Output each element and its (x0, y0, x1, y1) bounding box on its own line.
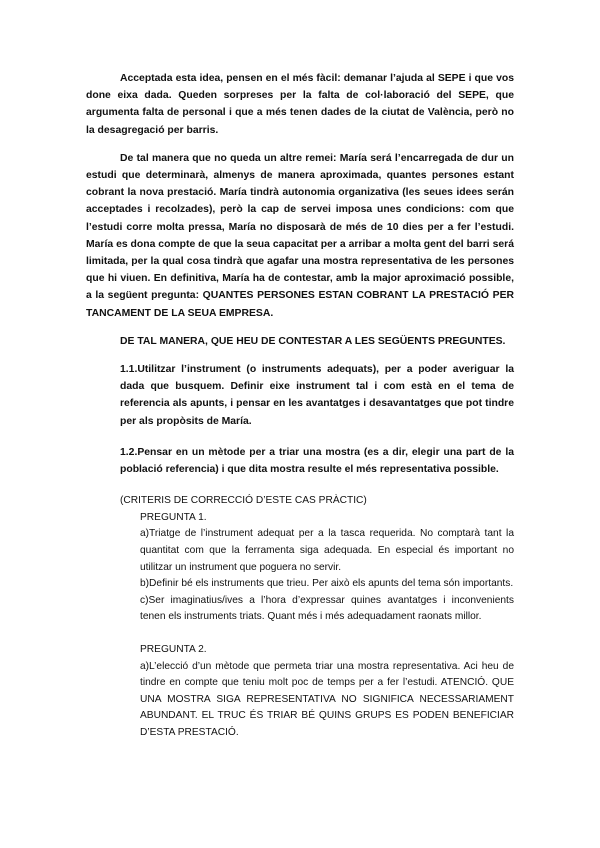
pregunta-1-b: b)Definir bé els instruments que trieu. Per això els apunts del tema són importants. (140, 578, 514, 590)
pregunta-1-title: PREGUNTA 1. (140, 511, 207, 523)
pregunta-1-a: a)Triatge de l’instrument adequat per a la tasca requerida. No comptarà tant la quantitat com que la ferramenta siga adequada. En especial és important no utilitzar un instrument que poguera no servir. (140, 528, 514, 573)
instruction-heading: DE TAL MANERA, QUE HEU DE CONTESTAR A LES SEGÜENTS PREGUNTES. (120, 335, 506, 347)
criteria-pregunta-1 (140, 510, 514, 742)
question-1-1: 1.1.Utilitzar l’instrument (o instruments adequats), per a poder averiguar la dada que busquem. Definir eixe instrument tal i com està en el tema de referencia als apunts, i pensar en les avantatges i desavantatges que pot tindre per als propòsits de María. (120, 364, 514, 427)
pregunta-2-a: a)L’elecció d’un mètode que permeta triar una mostra representativa. Aci heu de tindre en compte que teniu molt poc de temps per a fer l’estudi. ATENCIÓ. QUE UNA MOSTRA SIGA REPRESENTATIVA NO SIGNIFICA NECESSARIAMENT ABUNDANT. EL TRUC ÉS TRIAR BÉ QUINS GRUPS ES PODEN BENEFICIAR D’ESTA PRESTACIÓ. (140, 660, 514, 738)
criteria-heading: (CRITERIS DE CORRECCIÓ D’ESTE CAS PRÀCTIC) (120, 495, 367, 507)
spacer (140, 626, 514, 642)
question-1-2: 1.2.Pensar en un mètode per a triar una mostra (es a dir, elegir una part de la població referencia) i que dita mostra resulte el més representativa possible. (120, 446, 514, 476)
criteria-section (86, 493, 514, 741)
pregunta-1-c: c)Ser imaginatius/ives a l’hora d’expressar quines avantatges i inconvenients tenen els instruments triats. Quant més i més adequadament raonats millor. (140, 594, 514, 623)
paragraph-maria-study: De tal manera que no queda un altre remei: María será l’encarregada de dur un estudi que determinarà, almenys de manera aproximada, quantes persones estant cobrant la nova prestació. María tindrà autonomia organizativa (les seues idees serán acceptades i recolzades), però la cap de servei imposa unes condicions: com que l’estudi corre molta pressa, María no disposarà de més de 10 dies per a fer l’estudi. María es dona compte de que la seua capacitat per a arribar a molta gent del barri será limitada, per la qual cosa tindrà que agafar una mostra representativa de les persones que hi viuen. En definitiva, María ha de contestar, amb la major aproximació possible, a la següent pregunta: QUANTES PERSONES ESTAN COBRANT LA PRESTACIÓ PER TANCAMENT DE LA SEUA EMPRESA. (86, 152, 514, 319)
pregunta-2-title: PREGUNTA 2. (140, 644, 207, 656)
paragraph-sepe: Acceptada esta idea, pensen en el més fàcil: demanar l’ajuda al SEPE i que vos done eixa dada. Queden sorpreses per la falta de col·laboració del SEPE, que argumenta falta de personal i que a més tenen dades de la ciutat de València, però no la desagregació per barris. (86, 73, 514, 136)
